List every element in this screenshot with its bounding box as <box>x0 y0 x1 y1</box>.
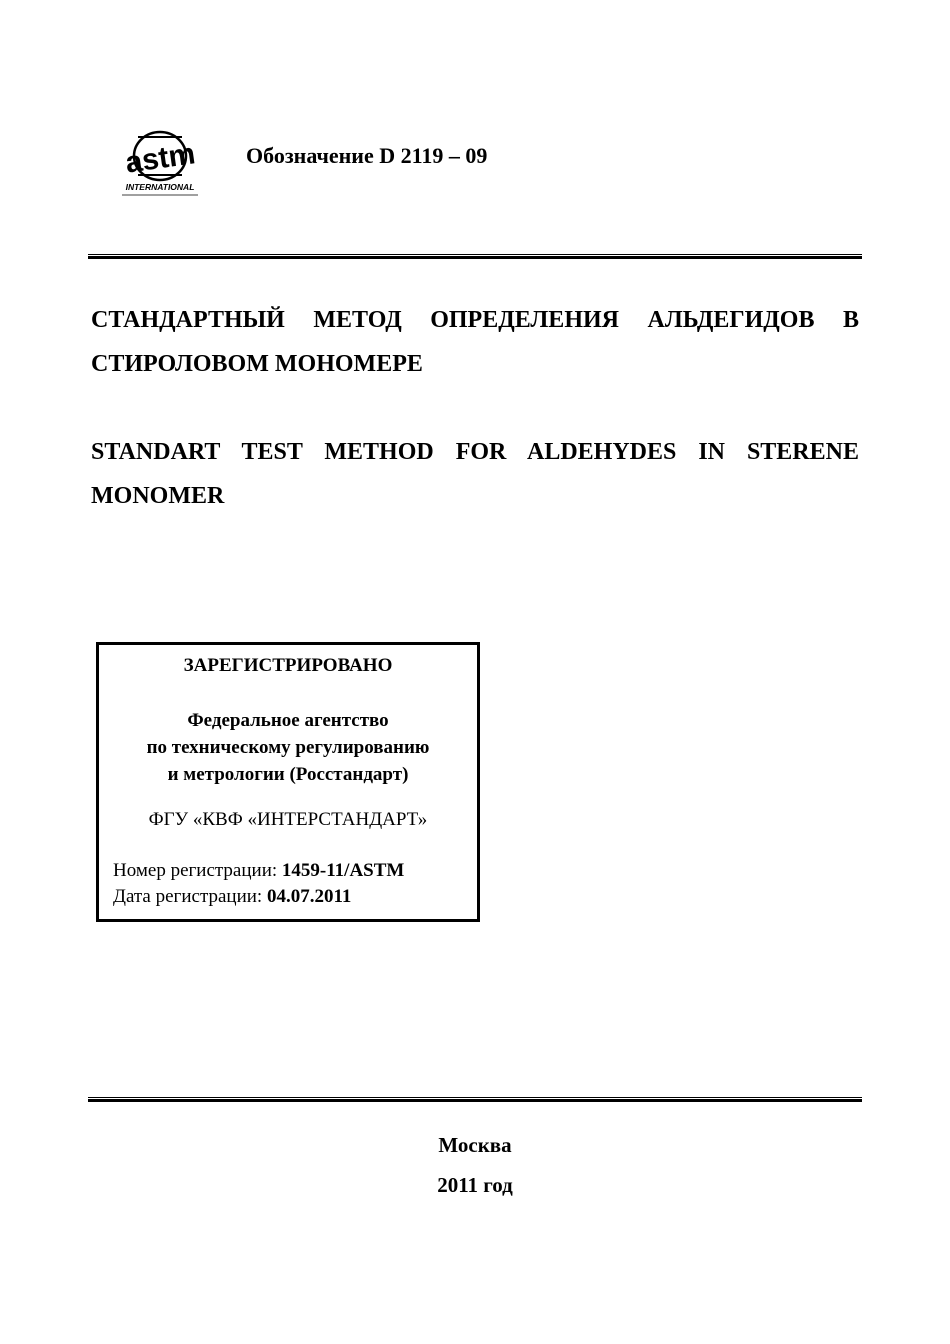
title-en-line-1: STANDART TEST METHOD FOR ALDEHYDES IN STERENE <box>91 439 859 465</box>
title-ru-line-2: СТИРОЛОВОМ МОНОМЕРЕ <box>91 351 423 377</box>
agency-line-2: по техническому регулированию <box>146 737 430 758</box>
logo-subtitle: INTERNATIONAL <box>125 182 195 192</box>
astm-logo <box>118 128 202 198</box>
registration-number-row <box>113 858 404 884</box>
title-en-line-2: MONOMER <box>91 483 225 509</box>
registration-details <box>113 858 404 910</box>
publication-city: Москва <box>438 1133 512 1157</box>
title-english <box>91 430 859 518</box>
registration-number-value: 1459-11/ASTM <box>281 860 405 881</box>
svg-text:astm: astm <box>123 137 198 180</box>
registration-number-label: Номер регистрации: <box>113 860 282 881</box>
agency-line-1: Федеральное агентство <box>187 710 389 731</box>
registration-date-label: Дата регистрации: <box>113 886 267 907</box>
registration-heading: ЗАРЕГИСТРИРОВАНО <box>183 655 393 676</box>
registration-agency <box>99 707 477 788</box>
registration-date-row <box>113 884 404 910</box>
registration-date-value: 04.07.2011 <box>266 886 352 907</box>
title-russian <box>91 298 859 386</box>
publication-year: 2011 год <box>437 1173 513 1197</box>
top-divider <box>88 254 862 259</box>
title-ru-line-1: СТАНДАРТНЫЙ МЕТОД ОПРЕДЕЛЕНИЯ АЛЬДЕГИДОВ В <box>91 307 859 333</box>
registration-stamp <box>96 642 480 922</box>
document-designation: Обозначение D 2119 – 09 <box>246 143 488 168</box>
agency-line-3: и метрологии (Росстандарт) <box>167 764 409 785</box>
bottom-divider <box>88 1097 862 1102</box>
registration-organization: ФГУ «КВФ «ИНТЕРСТАНДАРТ» <box>148 809 428 830</box>
